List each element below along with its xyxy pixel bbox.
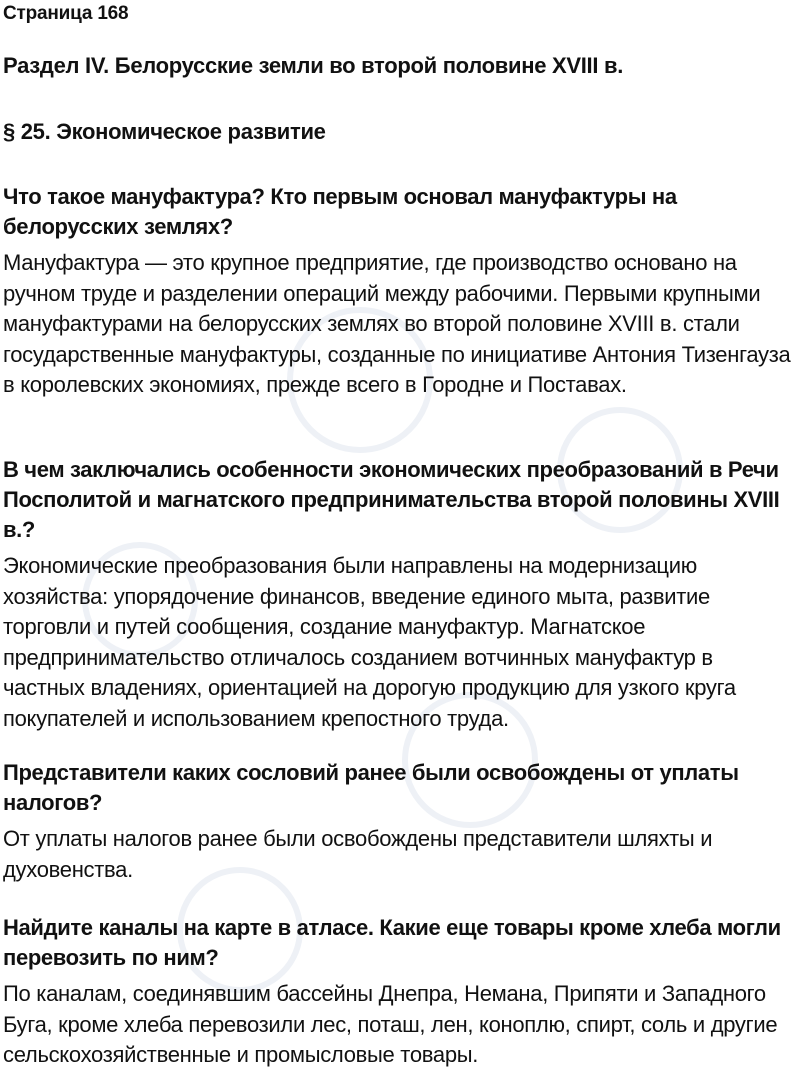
- question-1: Что такое мануфактура? Кто первым основал мануфактуры на белорусских землях?: [3, 184, 677, 239]
- question-4: Найдите каналы на карте в атласе. Какие еще товары кроме хлеба могли перевозить по ним?: [3, 915, 781, 970]
- answer-1: Мануфактура — это крупное предприятие, где производство основано на ручном труде и разделении операций между рабочими. Первыми крупными мануфактурами на белорусских землях во второй половине XVIII в. стали государственные мануфактуры, созданные по инициативе Антония Тизенгауза в королевских экономиях, прежде всего в Городне и Поставах.: [3, 250, 791, 397]
- answer-4: По каналам, соединявшим бассейны Днепра, Немана, Припяти и Западного Буга, кроме хлеба перевозили лес, поташ, лен, коноплю, спирт, соль и другие сельскохозяйственные и промысловые товары.: [3, 981, 778, 1067]
- qa-block-2: [3, 455, 800, 734]
- qa-block-3: [3, 758, 800, 885]
- page-number: Страница 168: [3, 3, 129, 24]
- question-3: Представители каких сословий ранее были освобождены от уплаты налогов?: [3, 760, 739, 815]
- qa-block-4: [3, 913, 800, 1071]
- answer-3: От уплаты налогов ранее были освобождены представители шляхты и духовенства.: [3, 826, 713, 882]
- answer-2: Экономические преобразования были направлены на модернизацию хозяйства: упорядочение финансов, введение единого мыта, развитие торговли и путей сообщения, создание мануфактур. Магнатское предпринимательство отличалось созданием вотчинных мануфактур в частных владениях, ориентацией на дорогую продукцию для узкого круга покупателей и использованием крепостного труда.: [3, 553, 736, 731]
- paragraph-title: § 25. Экономическое развитие: [3, 119, 326, 144]
- question-2: В чем заключались особенности экономических преобразований в Речи Посполитой и магнатского предпринимательства второй половины XVIII в.?: [3, 457, 780, 542]
- qa-block-1: [3, 182, 800, 401]
- section-title: Раздел IV. Белорусские земли во второй половине XVIII в.: [3, 53, 624, 78]
